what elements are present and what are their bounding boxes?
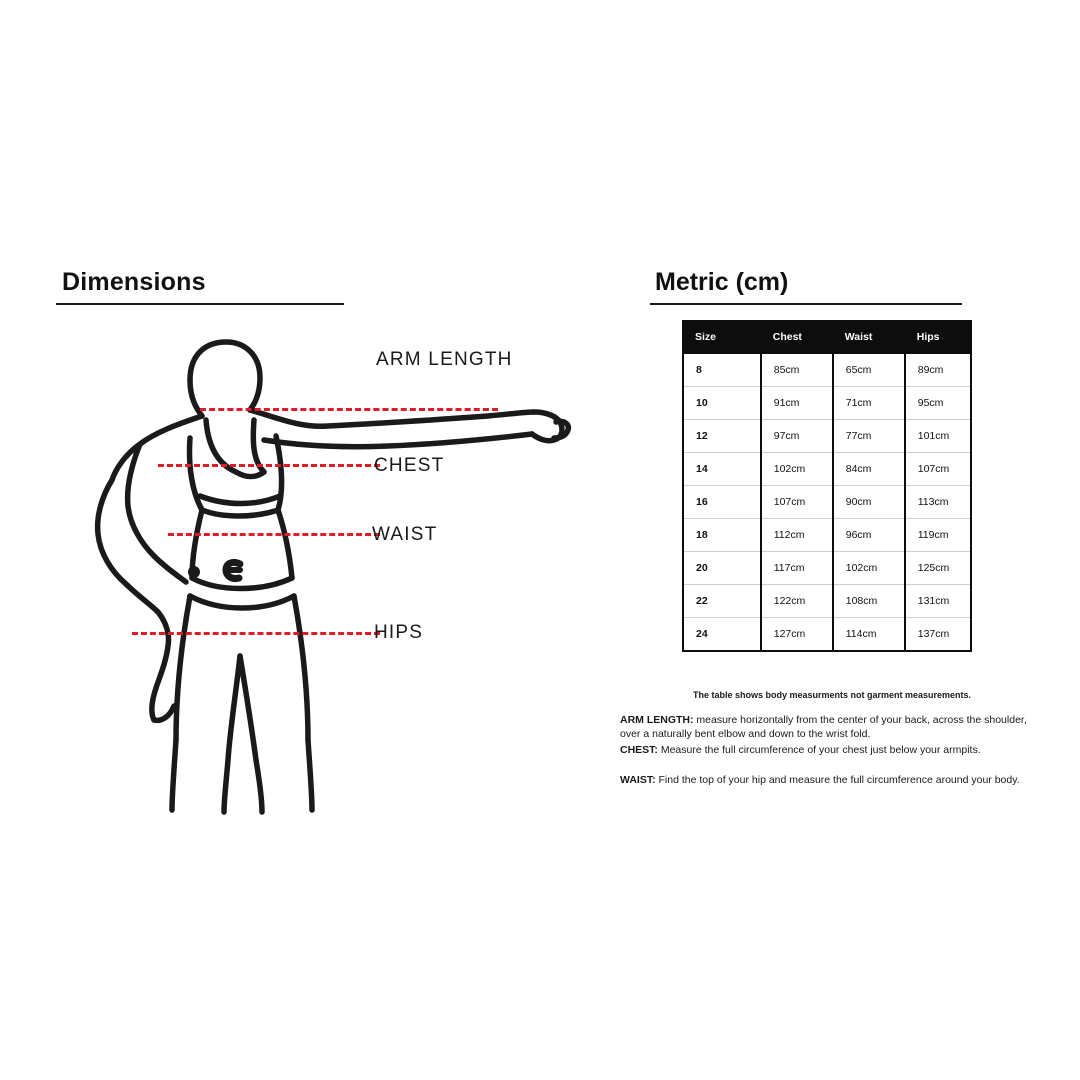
cell-chest: 107cm [761, 486, 833, 519]
note-waist [620, 773, 1040, 787]
table-footnote: The table shows body measurments not garment measurements. [692, 690, 972, 700]
table-row [683, 387, 971, 420]
label-arm-length: ARM LENGTH [376, 349, 513, 370]
body-figure-illustration [40, 320, 620, 840]
label-waist: WAIST [372, 524, 438, 545]
cell-hips: 137cm [905, 618, 971, 652]
note-chest [620, 743, 1040, 757]
metric-title: Metric (cm) [655, 268, 789, 296]
cell-waist: 84cm [833, 453, 905, 486]
cell-waist: 114cm [833, 618, 905, 652]
note-arm-text: measure horizontally from the center of your back, across the shoulder, over a naturally bent elbow and down to the wrist fold. [620, 714, 1027, 741]
table-header-size: Size [683, 320, 761, 354]
cell-chest: 97cm [761, 420, 833, 453]
cell-waist: 96cm [833, 519, 905, 552]
title-divider [56, 303, 344, 305]
page-title: Dimensions [62, 268, 206, 296]
cell-chest: 102cm [761, 453, 833, 486]
cell-waist: 77cm [833, 420, 905, 453]
female-body-outline-svg [40, 320, 620, 840]
waist-measure-line [168, 533, 380, 536]
note-chest-term: CHEST: [620, 744, 658, 756]
cell-chest: 91cm [761, 387, 833, 420]
cell-hips: 89cm [905, 354, 971, 387]
cell-chest: 112cm [761, 519, 833, 552]
cell-hips: 131cm [905, 585, 971, 618]
table-row [683, 585, 971, 618]
cell-hips: 119cm [905, 519, 971, 552]
table-row [683, 354, 971, 387]
table-row [683, 453, 971, 486]
cell-hips: 113cm [905, 486, 971, 519]
table-header-row [683, 320, 971, 354]
metric-panel [620, 0, 1080, 1080]
cell-chest: 122cm [761, 585, 833, 618]
table-header-hips: Hips [905, 320, 971, 354]
note-arm-term: ARM LENGTH: [620, 714, 694, 726]
cell-size: 12 [683, 420, 761, 453]
table-row [683, 420, 971, 453]
cell-waist: 71cm [833, 387, 905, 420]
metric-title-divider [650, 303, 962, 305]
cell-waist: 102cm [833, 552, 905, 585]
table-header-waist: Waist [833, 320, 905, 354]
label-chest: CHEST [374, 455, 445, 476]
table-row [683, 618, 971, 652]
chest-measure-line [158, 464, 380, 467]
note-arm-length [620, 713, 1040, 741]
cell-size: 24 [683, 618, 761, 652]
cell-chest: 127cm [761, 618, 833, 652]
cell-waist: 90cm [833, 486, 905, 519]
note-waist-text: Find the top of your hip and measure the full circumference around your body. [655, 774, 1020, 786]
table-row [683, 552, 971, 585]
cell-size: 18 [683, 519, 761, 552]
cell-size: 16 [683, 486, 761, 519]
cell-chest: 85cm [761, 354, 833, 387]
cell-size: 8 [683, 354, 761, 387]
cell-size: 20 [683, 552, 761, 585]
note-chest-text: Measure the full circumference of your chest just below your armpits. [657, 744, 981, 756]
cell-chest: 117cm [761, 552, 833, 585]
hips-measure-line [132, 632, 380, 635]
table-header-chest: Chest [761, 320, 833, 354]
size-chart-table [682, 320, 972, 652]
cell-hips: 95cm [905, 387, 971, 420]
arm-length-measure-line [200, 408, 498, 411]
cell-size: 14 [683, 453, 761, 486]
cell-waist: 108cm [833, 585, 905, 618]
cell-hips: 101cm [905, 420, 971, 453]
cell-hips: 125cm [905, 552, 971, 585]
cell-size: 22 [683, 585, 761, 618]
note-waist-term: WAIST: [620, 774, 656, 786]
cell-waist: 65cm [833, 354, 905, 387]
cell-hips: 107cm [905, 453, 971, 486]
waist-point-marker [188, 566, 200, 578]
cell-size: 10 [683, 387, 761, 420]
table-row [683, 519, 971, 552]
table-row [683, 486, 971, 519]
label-hips: HIPS [374, 622, 424, 643]
